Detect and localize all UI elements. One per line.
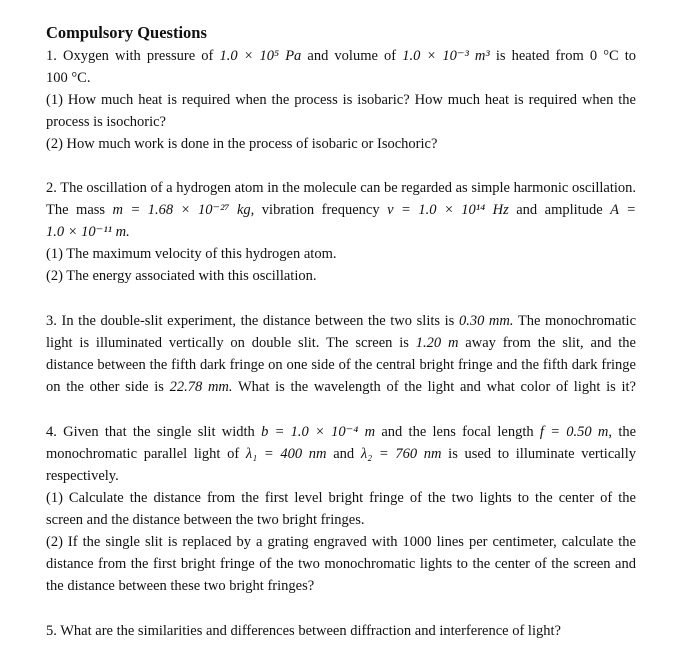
page-title: Compulsory Questions [46, 23, 207, 42]
q2-amplitude-symbol: A = [610, 202, 637, 218]
q1-volume: 1.0 × 10⁻³ m³ [402, 48, 490, 64]
q2-frequency: ν = 1.0 × 10¹⁴ Hz [387, 202, 509, 218]
q5-line-1: 5. What are the similarities and differences between diffraction and interference of light? [46, 623, 561, 639]
q4-part-1-line-2: screen and the distance between the two bright fringes. [46, 512, 365, 528]
q4-lambda-2: λ₂ = 760 nm [360, 446, 442, 462]
q4-part-2-line-1: (2) If the single slit is replaced by a grating engraved with 1000 lines per centimeter, calculate the [46, 534, 636, 550]
q2-amplitude-value: 1.0 × 10⁻¹¹ m. [46, 224, 130, 240]
q3-line-4: on the other side is 22.78 mm. What is the wavelength of the light and what color of light is it? [46, 379, 636, 395]
q3-fringe-distance: 22.78 mm. [169, 379, 233, 395]
q1-part-1-line-2: process is isochoric? [46, 114, 166, 130]
q1-temp-start: 0 °C [589, 48, 619, 64]
q4-line-3: respectively. [46, 468, 119, 484]
q2-part-2: (2) The energy associated with this oscillation. [46, 268, 317, 284]
q1-pressure: 1.0 × 10⁵ Pa [219, 48, 302, 64]
q2-mass: m = 1.68 × 10⁻²⁷ kg, [112, 202, 255, 218]
q2-part-1: (1) The maximum velocity of this hydrogen atom. [46, 246, 337, 262]
q4-lambda-1: λ₁ = 400 nm [245, 446, 327, 462]
q4-part-2-line-2: distance from the first bright fringe of the two monochromatic lights to the center of the screen and [46, 556, 636, 572]
q4-line-2: monochromatic parallel light of λ₁ = 400 nm and λ₂ = 760 nm is used to illuminate vertically [46, 446, 636, 462]
q1-line-1: 1. Oxygen with pressure of 1.0 × 10⁵ Pa and volume of 1.0 × 10⁻³ m³ is heated from 0 °C to [46, 48, 637, 64]
q1-line-2: 100 °C. [46, 70, 91, 86]
q4-line-1: 4. Given that the single slit width b = 1.0 × 10⁻⁴ m and the lens focal length f = 0.50 m, the [46, 424, 637, 440]
q4-part-1-line-1: (1) Calculate the distance from the first level bright fringe of the two lights to the center of the [46, 490, 636, 506]
q2-line-2: The mass m = 1.68 × 10⁻²⁷ kg, vibration frequency ν = 1.0 × 10¹⁴ Hz and amplitude A = [46, 202, 637, 218]
q4-part-2-line-3: the distance between these two bright fringes? [46, 578, 315, 594]
q3-line-1: 3. In the double-slit experiment, the distance between the two slits is 0.30 mm. The monochromatic [46, 313, 637, 329]
q3-line-2: light is illuminated vertically on double slit. The screen is 1.20 m away from the slit, and the [46, 335, 636, 351]
q3-screen-distance: 1.20 m [415, 335, 459, 351]
q3-slit-distance: 0.30 mm. [458, 313, 514, 329]
q3-line-3: distance between the fifth dark fringe on one side of the central bright fringe and the fifth dark fringe [46, 357, 636, 373]
q2-line-1: 2. The oscillation of a hydrogen atom in the molecule can be regarded as simple harmonic oscillation. [46, 180, 637, 196]
q4-focal-length: f = 0.50 m, [539, 424, 613, 440]
q1-part-1-line-1: (1) How much heat is required when the process is isobaric? How much heat is required when the [46, 92, 636, 108]
q4-slit-width: b = 1.0 × 10⁻⁴ m [261, 424, 376, 440]
q1-part-2: (2) How much work is done in the process of isobaric or Isochoric? [46, 136, 438, 152]
